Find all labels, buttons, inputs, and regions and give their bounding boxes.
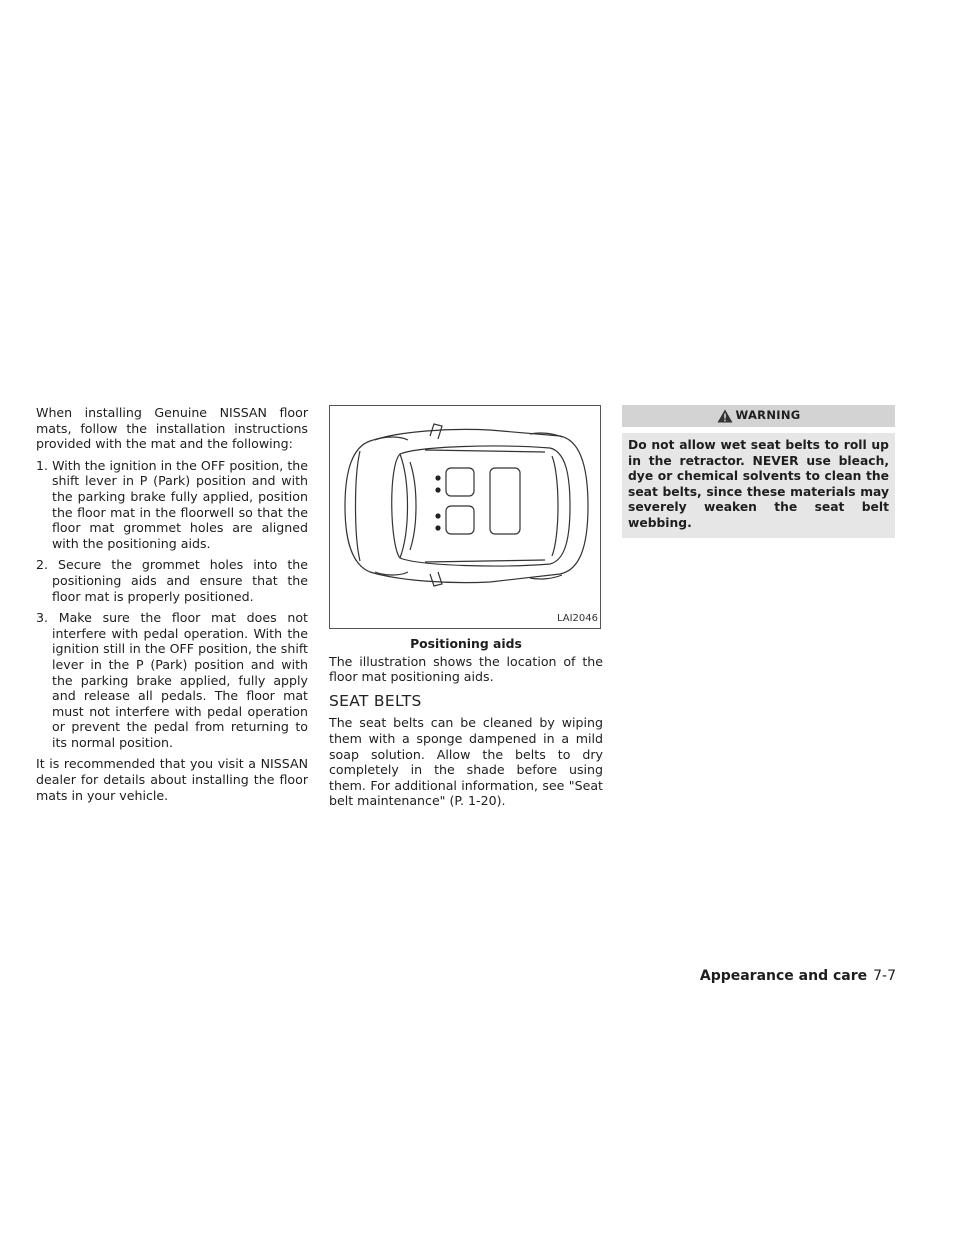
warning-label: WARNING — [735, 408, 801, 423]
car-top-view-illustration — [330, 406, 600, 628]
left-column — [36, 405, 308, 809]
figure-description: The illustration shows the location of the floor mat positioning aids. — [329, 653, 603, 685]
figure-code: LAI2046 — [556, 613, 598, 625]
installation-steps — [36, 458, 308, 751]
step-item: 2. Secure the grommet holes into the positioning aids and ensure that the floor mat is properly positioned. — [36, 557, 308, 604]
right-column — [622, 405, 895, 538]
section-title: SEAT BELTS — [329, 691, 422, 710]
section-paragraph: The seat belts can be cleaned by wiping them with a sponge dampened in a mild soap solution. Allow the belts to dry completely in the shade before using them. For additional information, see "Seat belt maintenance" (P. 1-20). — [329, 715, 603, 809]
warning-icon — [717, 409, 733, 423]
middle-column — [329, 405, 603, 815]
warning-header — [622, 405, 895, 427]
figure-caption: Positioning aids — [410, 636, 522, 651]
page-footer — [700, 968, 896, 984]
intro-paragraph: When installing Genuine NISSAN floor mats, follow the installation instructions provided with the mat and the following: — [36, 405, 308, 452]
warning-text: Do not allow wet seat belts to roll up in the retractor. NEVER use bleach, dye or chemical solvents to clean the seat belts, since these materials may severely weaken the seat belt webbing. — [622, 433, 895, 538]
step-item: 3. Make sure the floor mat does not interfere with pedal operation. With the ignition still in the OFF position, the shift lever in the P (Park) position and with the parking brake applied, fully apply and release all pedals. The floor mat must not interfere with pedal operation or prevent the pedal from returning to its normal position. — [36, 610, 308, 750]
page-number: 7-7 — [873, 968, 896, 984]
step-item: 1. With the ignition in the OFF position, the shift lever in P (Park) position and with the parking brake fully applied, position the floor mat in the floorwell so that the floor mat grommet holes are aligned with the positioning aids. — [36, 457, 308, 551]
footer-section: Appearance and care — [699, 968, 868, 984]
closing-paragraph: It is recommended that you visit a NISSAN dealer for details about installing the floor mats in your vehicle. — [36, 756, 308, 803]
positioning-aids-figure — [329, 405, 601, 629]
